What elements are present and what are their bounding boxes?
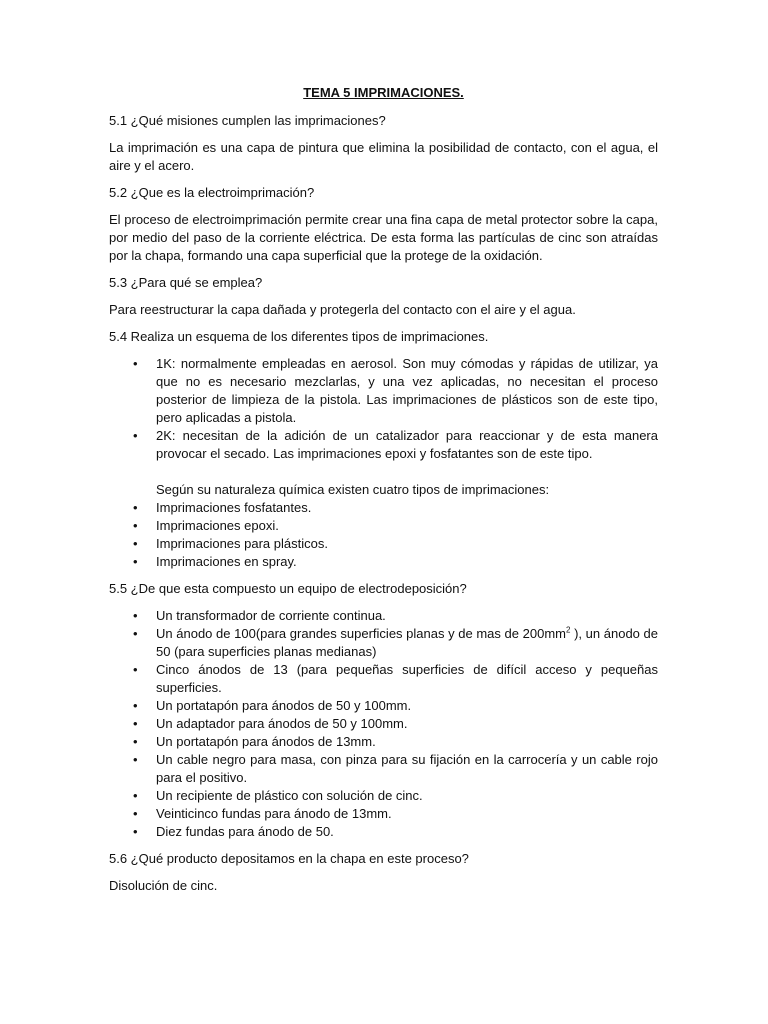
- list-item: • Un portatapón para ánodos de 50 y 100mm.: [133, 698, 412, 713]
- list-item: • Imprimaciones epoxi.: [133, 518, 279, 533]
- list-item: • Un recipiente de plástico con solución de cinc.: [133, 788, 423, 803]
- list-item: • Un portatapón para ánodos de 13mm.: [133, 734, 376, 749]
- document-title: TEMA 5 IMPRIMACIONES.: [303, 85, 464, 100]
- bullet-icon: •: [133, 428, 138, 443]
- answer-5-3: Para reestructurar la capa dañada y protegerla del contacto con el aire y el agua.: [109, 302, 576, 317]
- bullet-icon: •: [133, 608, 138, 623]
- equipment-list: [109, 607, 658, 841]
- answer-5-2: El proceso de electroimprimación permite crear una fina capa de metal protector sobre la capa, por medio del paso de la corriente eléctrica. De esta forma las partículas de cinc son atraídas por la chapa, formando una capa superficial que la protege de la oxidación.: [109, 212, 658, 263]
- bullet-icon: •: [133, 554, 138, 569]
- chemical-types-intro: Según su naturaleza química existen cuatro tipos de imprimaciones:: [156, 482, 550, 497]
- list-item: • Un cable negro para masa, con pinza para su fijación en la carrocería y un cable rojo para el positivo.: [133, 752, 658, 785]
- document-body: [109, 84, 658, 904]
- list-item: • Imprimaciones en spray.: [133, 554, 297, 569]
- question-5-6: 5.6 ¿Qué producto depositamos en la chapa en este proceso?: [109, 851, 469, 866]
- question-5-5: 5.5 ¿De que esta compuesto un equipo de electrodeposición?: [109, 581, 467, 596]
- list-item: • Un transformador de corriente continua.: [133, 608, 386, 623]
- question-5-3: 5.3 ¿Para qué se emplea?: [109, 275, 263, 290]
- list-item: • Un adaptador para ánodos de 50 y 100mm.: [133, 716, 408, 731]
- list-item: • 1K: normalmente empleadas en aerosol. Son muy cómodas y rápidas de utilizar, ya que no es necesario mezclarlas, y una vez aplicadas, no necesitan el proceso posterior de limpieza de la pistola. Las imprimaciones de plásticos son de este tipo, pero aplicadas a pistola.: [133, 356, 658, 425]
- superscript: 2: [566, 625, 571, 635]
- question-5-2: 5.2 ¿Que es la electroimprimación?: [109, 185, 315, 200]
- bullet-icon: •: [133, 626, 138, 641]
- bullet-icon: •: [133, 518, 138, 533]
- list-item: • 2K: necesitan de la adición de un catalizador para reaccionar y de esta manera provocar el secado. Las imprimaciones epoxi y fosfatantes son de este tipo.: [133, 428, 658, 461]
- bullet-icon: •: [133, 500, 138, 515]
- list-item: • Imprimaciones para plásticos.: [133, 536, 328, 551]
- bullet-icon: •: [133, 716, 138, 731]
- list-item: • Diez fundas para ánodo de 50.: [133, 824, 334, 839]
- list-item: • Un ánodo de 100(para grandes superficies planas y de mas de $200mm^2$ ), un ánodo de 50 (para superficies planas medianas): [133, 625, 658, 659]
- list-item: • Veinticinco fundas para ánodo de 13mm.: [133, 806, 392, 821]
- answer-5-1: La imprimación es una capa de pintura que elimina la posibilidad de contacto, con el agua, el aire y el acero.: [109, 140, 658, 173]
- question-5-1: 5.1 ¿Qué misiones cumplen las imprimaciones?: [109, 113, 386, 128]
- bullet-icon: •: [133, 662, 138, 677]
- list-item: • Cinco ánodos de 13 (para pequeñas superficies de difícil acceso y pequeñas superficies.: [133, 662, 658, 695]
- bullet-icon: •: [133, 536, 138, 551]
- bullet-icon: •: [133, 752, 138, 767]
- bullet-icon: •: [133, 356, 138, 371]
- bullet-icon: •: [133, 734, 138, 749]
- question-5-4: 5.4 Realiza un esquema de los diferentes tipos de imprimaciones.: [109, 329, 489, 344]
- bullet-icon: •: [133, 698, 138, 713]
- primer-types-list: [109, 355, 658, 463]
- bullet-icon: •: [133, 806, 138, 821]
- answer-5-6: Disolución de cinc.: [109, 878, 218, 893]
- bullet-icon: •: [133, 824, 138, 839]
- list-item: • Imprimaciones fosfatantes.: [133, 500, 312, 515]
- bullet-icon: •: [133, 788, 138, 803]
- chemical-types-list: [109, 499, 658, 571]
